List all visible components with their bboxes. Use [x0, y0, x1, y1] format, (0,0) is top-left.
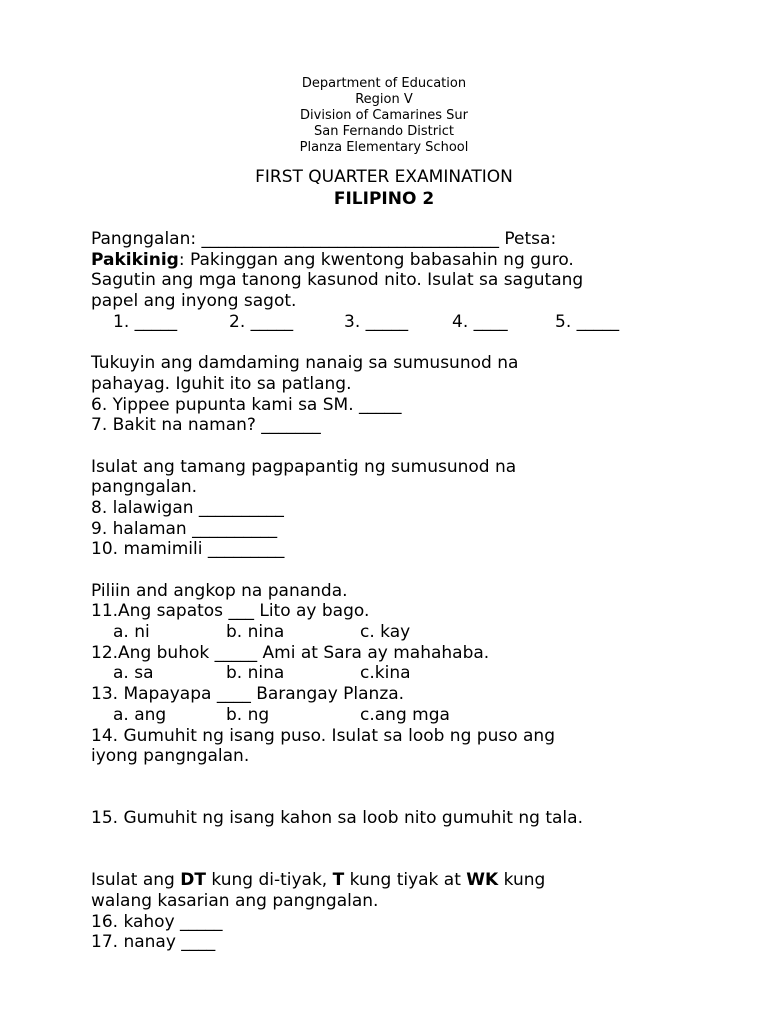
question-13: 13. Mapayapa ____ Barangay Planza.	[91, 684, 405, 705]
option-a: a. ang	[113, 704, 167, 725]
answer-5: 5. _____	[555, 311, 620, 332]
name-date-line: Pangngalan: ___________________________________ Petsa:	[91, 229, 557, 249]
exam-subject: FILIPINO 2	[333, 189, 435, 209]
question-14-cont: iyong pangngalan.	[91, 746, 250, 767]
answer-4: 4. ____	[452, 311, 508, 332]
option-b: b. nina	[226, 663, 285, 684]
damdamin-instruction-1: Tukuyin ang damdaming nanaig sa sumusunod na	[91, 353, 519, 374]
kasarian-dt: DT	[180, 870, 206, 891]
option-b: b. nina	[226, 622, 285, 643]
pakikinig-line-3: papel ang inyong sagot.	[91, 291, 297, 312]
option-c: c.ang mga	[360, 704, 450, 725]
question-16: 16. kahoy _____	[91, 911, 223, 932]
pananda-instruction: Piliin and angkop na pananda.	[91, 580, 348, 601]
pakikinig-line-2: Sagutin ang mga tanong kasunod nito. Isulat sa sagutang	[91, 270, 584, 291]
header-school: Planza Elementary School	[299, 140, 469, 155]
kasarian-t: T	[332, 870, 345, 891]
damdamin-instruction-2: pahayag. Iguhit ito sa patlang.	[91, 373, 352, 394]
pakikinig-label: Pakikinig	[91, 249, 179, 270]
header-district: San Fernando District	[314, 124, 454, 139]
question-11: 11.Ang sapatos ___ Lito ay bago.	[91, 601, 370, 622]
question-12-options	[91, 663, 731, 684]
question-12: 12.Ang buhok _____ Ami at Sara ay mahahaba.	[91, 642, 490, 663]
answer-3: 3. _____	[344, 311, 409, 332]
option-a: a. ni	[113, 622, 150, 643]
kasarian-wk: WK	[466, 870, 499, 891]
kasarian-mid2: kung tiyak at	[344, 870, 467, 891]
question-15: 15. Gumuhit ng isang kahon sa loob nito gumuhit ng tala.	[91, 808, 583, 829]
option-c: c.kina	[360, 663, 411, 684]
exam-body	[91, 229, 731, 953]
question-11-options	[91, 622, 731, 643]
pakikinig-answers	[91, 312, 731, 333]
exam-title: FIRST QUARTER EXAMINATION	[255, 167, 513, 187]
question-13-options	[91, 705, 731, 726]
header-region: Region V	[355, 92, 413, 107]
question-6: 6. Yippee pupunta kami sa SM. _____	[91, 394, 402, 415]
answer-2: 2. _____	[229, 311, 294, 332]
kasarian-mid1: kung di-tiyak,	[205, 870, 333, 891]
pakikinig-instruction	[91, 250, 731, 271]
question-17: 17. nanay ____	[91, 932, 216, 953]
pagpapantig-instruction-2: pangngalan.	[91, 477, 198, 498]
question-7: 7. Bakit na naman? _______	[91, 415, 321, 436]
option-c: c. kay	[360, 622, 411, 643]
header-department: Department of Education	[301, 76, 467, 91]
option-a: a. sa	[113, 663, 154, 684]
question-8: 8. lalawigan __________	[91, 497, 284, 518]
kasarian-pre: Isulat ang	[91, 870, 181, 891]
kasarian-instruction-2: walang kasarian ang pangngalan.	[91, 891, 379, 912]
kasarian-post: kung	[498, 870, 546, 891]
school-header	[0, 76, 768, 156]
pagpapantig-instruction-1: Isulat ang tamang pagpapantig ng sumusunod na	[91, 456, 517, 477]
kasarian-instruction	[91, 870, 731, 891]
option-b: b. ng	[226, 704, 270, 725]
question-14: 14. Gumuhit ng isang puso. Isulat sa loob ng puso ang	[91, 725, 555, 746]
pakikinig-text: : Pakinggan ang kwentong babasahin ng guro.	[178, 249, 574, 270]
header-division: Division of Camarines Sur	[300, 108, 468, 123]
answer-1: 1. _____	[113, 311, 178, 332]
question-10: 10. mamimili _________	[91, 539, 285, 560]
question-9: 9. halaman __________	[91, 518, 278, 539]
